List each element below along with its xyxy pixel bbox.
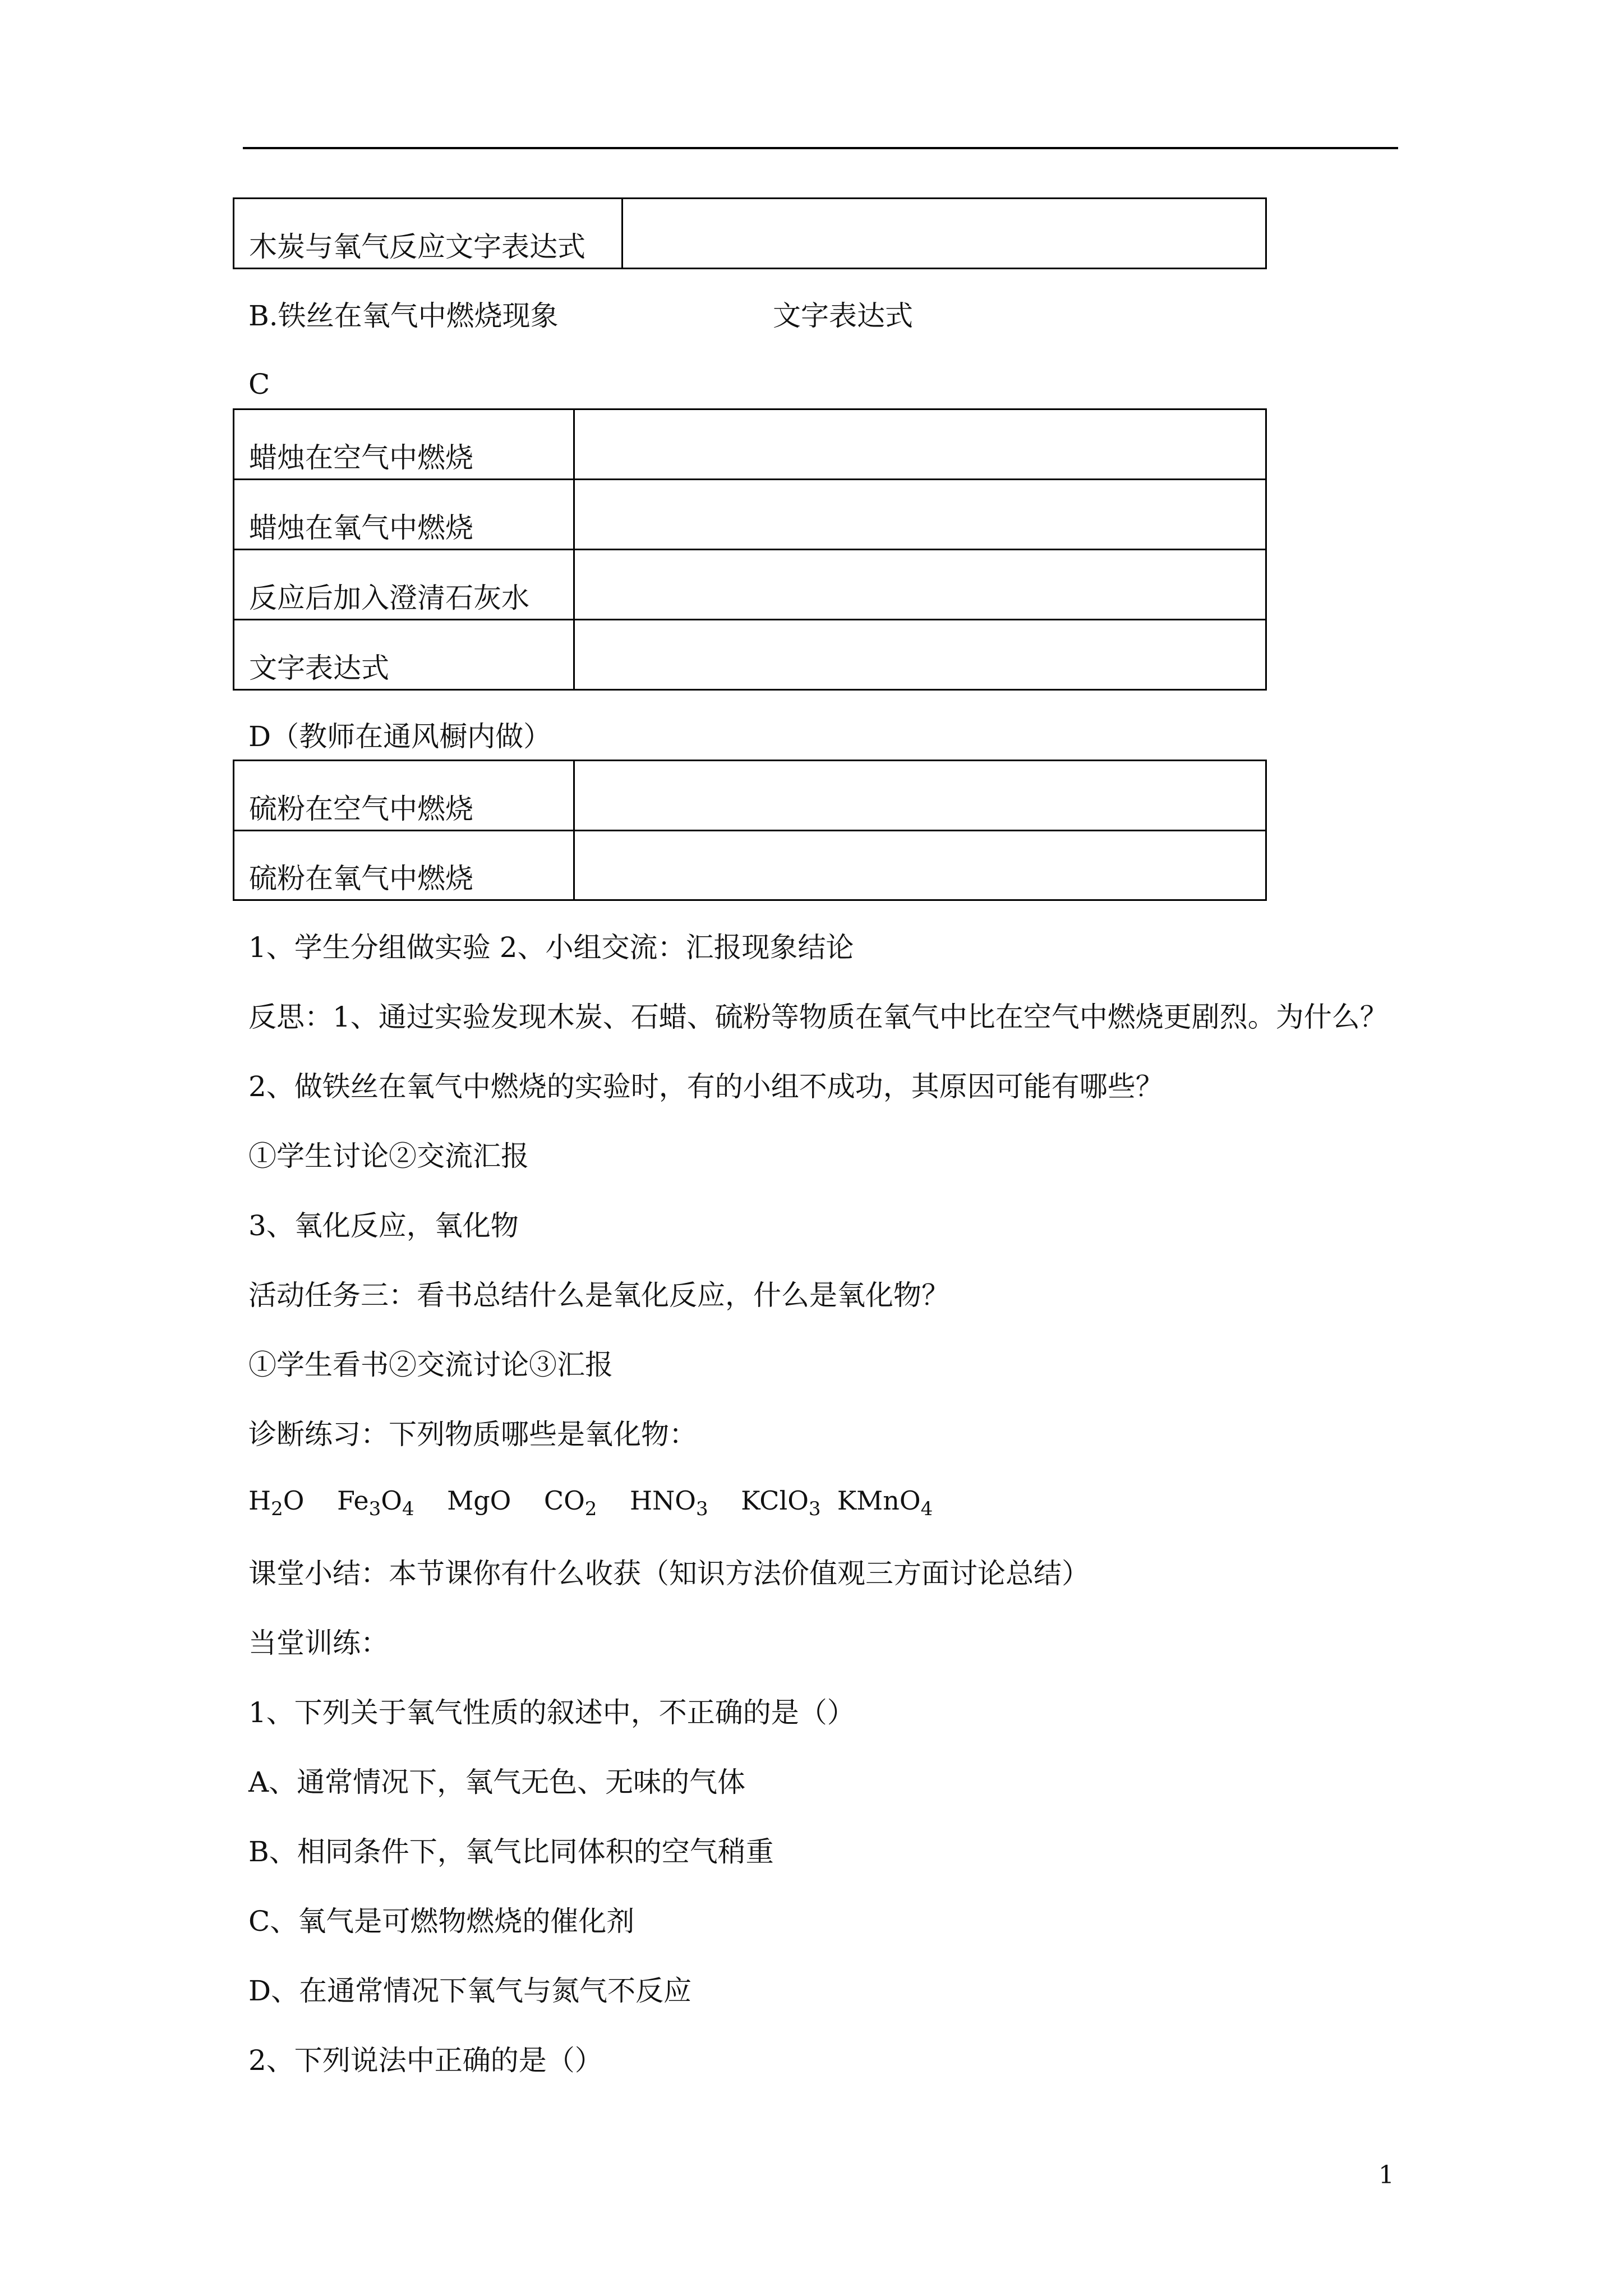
table-row (234, 199, 1266, 269)
formula-nitric-acid: $HNO_3$ (629, 1485, 708, 1520)
question-1-option-b: B、相同条件下，氧气比同体积的空气稍重 (248, 1835, 774, 1868)
page-number: 1 (1378, 2161, 1394, 2189)
reflection-question-2: 2、做铁丝在氧气中燃烧的实验时，有的小组不成功，其原因可能有哪些？ (248, 1070, 1164, 1103)
question-1-option-d: D、在通常情况下氧气与氮气不反应 (248, 1975, 692, 2007)
task-three-line: 活动任务三：看书总结什么是氧化反应，什么是氧化物？ (248, 1279, 949, 1312)
table-row (234, 830, 1266, 900)
table-row (234, 550, 1266, 620)
oxidation-heading: 3、氧化反应，氧化物 (248, 1209, 519, 1242)
table-cell-label: 文字表达式 (234, 620, 574, 690)
table-row (234, 480, 1266, 550)
answer-cell[interactable] (574, 480, 1266, 550)
section-b-expression-label: 文字表达式 (773, 300, 913, 332)
answer-cell[interactable] (574, 409, 1266, 480)
table-row (234, 761, 1266, 831)
table-row (234, 409, 1266, 480)
section-b-label: B.铁丝在氧气中燃烧现象 (248, 300, 559, 332)
question-1: 1、下列关于氧气性质的叙述中，不正确的是（） (248, 1696, 855, 1729)
reading-line: ①学生看书②交流讨论③汇报 (248, 1349, 613, 1381)
practice-heading: 当堂训练： (248, 1627, 389, 1659)
formula-water: $H_2O$ (248, 1485, 305, 1520)
table-cell-label: 蜡烛在氧气中燃烧 (234, 480, 574, 550)
table-cell-label: 反应后加入澄清石灰水 (234, 550, 574, 620)
question-2: 2、下列说法中正确的是（） (248, 2044, 603, 2077)
candle-table (233, 408, 1267, 691)
answer-cell[interactable] (574, 761, 1266, 831)
answer-cell[interactable] (623, 199, 1266, 269)
charcoal-table (233, 197, 1267, 269)
steps-line: 1、学生分组做实验 2、小组交流：汇报现象结论 (248, 931, 854, 964)
table-cell-label: 木炭与氧气反应文字表达式 (234, 199, 623, 269)
formula-list (248, 1485, 933, 1520)
formula-iron-oxide: $Fe_3O_4$ (336, 1485, 414, 1520)
formula-carbon-dioxide: $CO_2$ (543, 1485, 597, 1520)
answer-cell[interactable] (574, 620, 1266, 690)
table-row (234, 620, 1266, 690)
formula-potassium-permanganate: KMnO$_4$ (837, 1485, 933, 1520)
answer-cell[interactable] (574, 830, 1266, 900)
answer-cell[interactable] (574, 550, 1266, 620)
header-rule (243, 147, 1398, 149)
section-c-label: C (248, 368, 270, 401)
formula-potassium-chlorate: KClO$_3$ (741, 1485, 821, 1520)
table-cell-label: 硫粉在氧气中燃烧 (234, 830, 574, 900)
formula-magnesium-oxide: MgO (447, 1485, 511, 1516)
sulfur-table (233, 760, 1267, 901)
reflection-question-1: 反思：1、通过实验发现木炭、石蜡、硫粉等物质在氧气中比在空气中燃烧更剧烈。为什么？ (248, 1001, 1388, 1033)
diagnostic-prompt: 诊断练习：下列物质哪些是氧化物： (248, 1418, 697, 1451)
class-summary: 课堂小结：本节课你有什么收获（知识方法价值观三方面讨论总结） (248, 1557, 1090, 1590)
discussion-line: ①学生讨论②交流汇报 (248, 1140, 529, 1172)
section-d-label: D（教师在通风橱内做） (248, 720, 552, 753)
question-1-option-a: A、通常情况下，氧气无色、无味的气体 (248, 1766, 746, 1798)
table-cell-label: 蜡烛在空气中燃烧 (234, 409, 574, 480)
question-1-option-c: C、氧气是可燃物燃烧的催化剂 (248, 1905, 635, 1938)
table-cell-label: 硫粉在空气中燃烧 (234, 761, 574, 831)
